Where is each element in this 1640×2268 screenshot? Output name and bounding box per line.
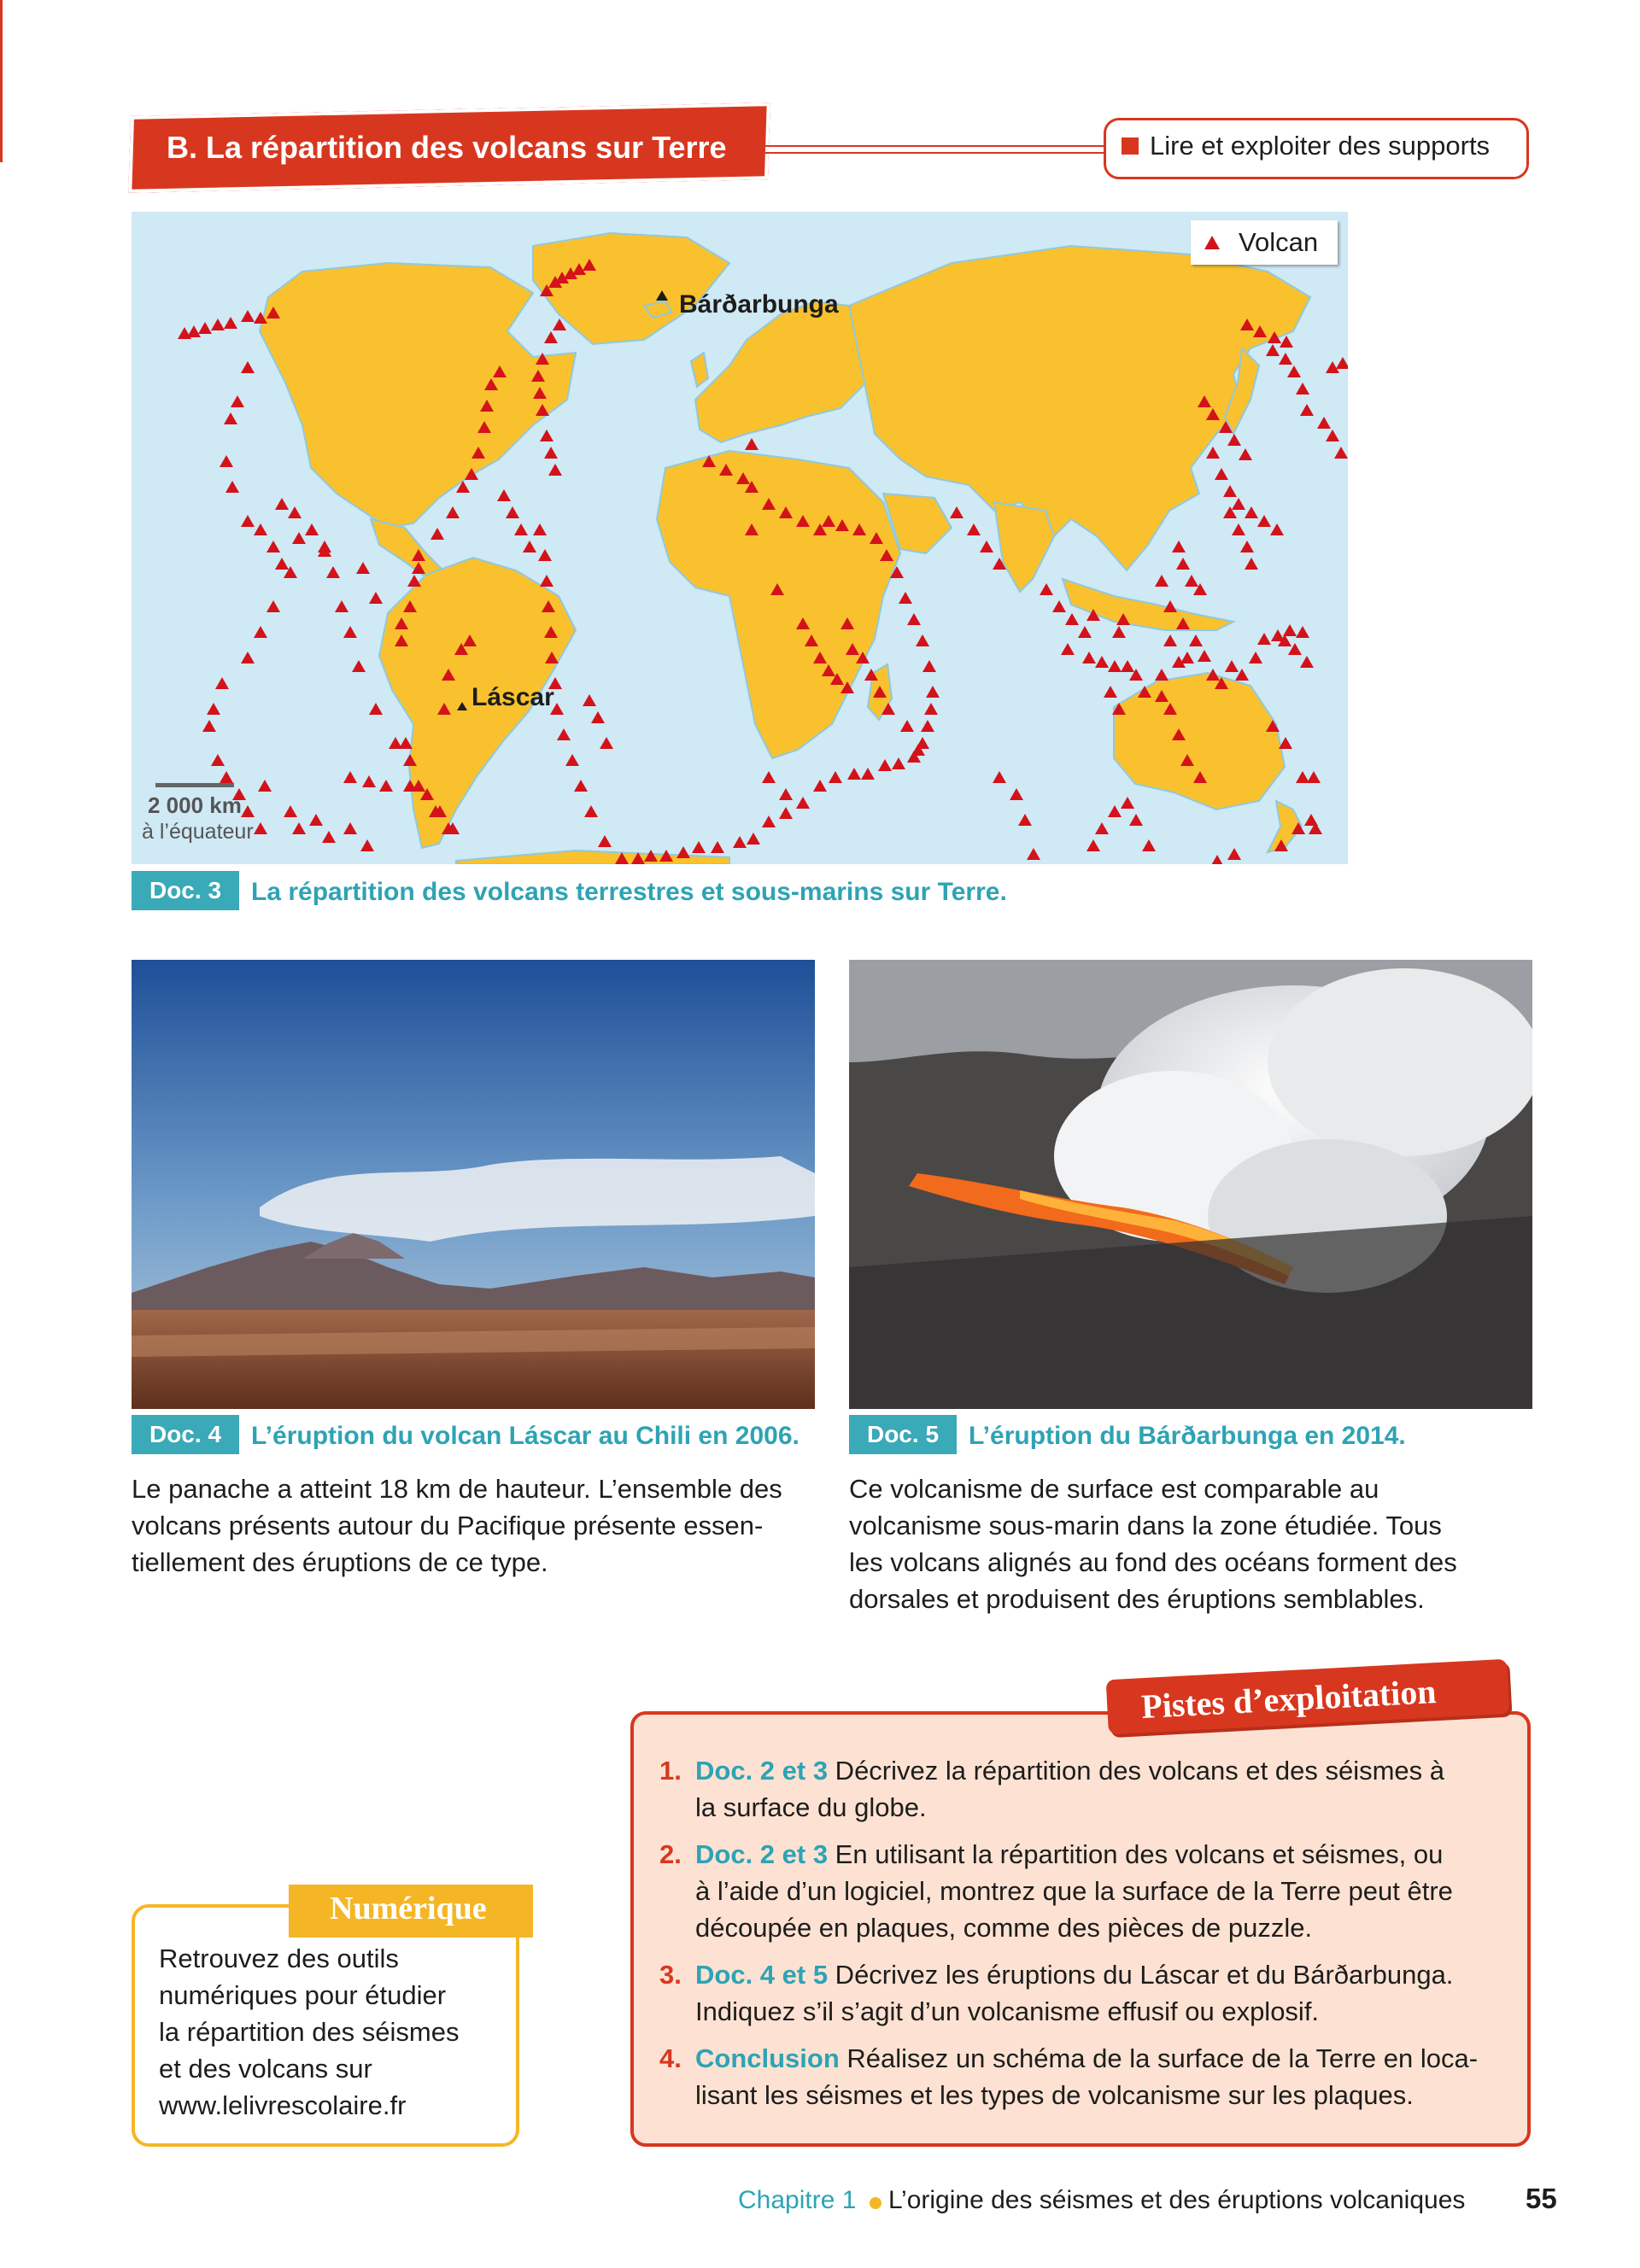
volcano-marker <box>226 481 239 493</box>
question-text: Décrivez la répartition des volcans et des séismes à <box>828 1756 1444 1786</box>
volcano-marker <box>950 506 964 518</box>
volcano-marker <box>1232 523 1245 535</box>
question-text: à l’aide d’un logiciel, montrez que la surface de la Terre peut être <box>695 1876 1453 1906</box>
volcano-marker <box>254 822 267 834</box>
volcano-marker <box>1307 771 1321 783</box>
volcano-marker <box>207 703 220 715</box>
volcano-marker <box>762 815 776 827</box>
page-number: 55 <box>1526 2183 1557 2214</box>
volcano-marker <box>796 797 810 809</box>
volcano-marker <box>779 807 793 819</box>
doc5-line: dorsales et produisent des éruptions semblables. <box>849 1584 1425 1614</box>
section-title: B. La répartition des volcans sur Terre <box>167 130 727 165</box>
volcano-marker <box>275 558 289 570</box>
footer-chapter: Chapitre 1 <box>738 2186 857 2214</box>
volcano-marker <box>1010 788 1023 800</box>
volcano-marker <box>1108 805 1122 817</box>
volcano-marker <box>241 652 255 663</box>
question-ref: Doc. 2 et 3 <box>695 1839 829 1869</box>
volcano-marker <box>1086 839 1100 851</box>
question-text: lisant les séismes et les types de volcanisme sur les plaques. <box>695 2080 1414 2110</box>
volcano-marker <box>305 523 319 535</box>
volcano-marker <box>916 634 929 646</box>
volcano-marker <box>1052 600 1066 612</box>
header-rule <box>765 145 1109 154</box>
volcano-marker <box>540 575 554 587</box>
numerique-line: numériques pour étudier <box>159 1980 447 2010</box>
volcano-marker <box>1317 417 1331 429</box>
volcano-marker <box>1223 485 1237 497</box>
volcano-marker <box>747 833 760 845</box>
north-america-shape <box>260 263 576 528</box>
volcano-marker <box>993 771 1006 783</box>
volcano-marker <box>745 438 758 450</box>
volcano-marker <box>1296 626 1309 638</box>
footer-title: L’origine des séismes et des éruptions volcaniques <box>888 2186 1466 2214</box>
volcano-marker <box>1121 660 1134 672</box>
volcano-marker <box>284 805 297 817</box>
volcano-marker <box>1095 656 1109 668</box>
volcano-marker <box>533 523 547 535</box>
volcano-marker <box>231 395 244 407</box>
volcano-marker <box>220 771 233 783</box>
volcano-marker <box>318 541 331 552</box>
volcano-marker <box>1206 447 1220 459</box>
volcano-marker <box>1061 643 1075 655</box>
volcano-marker <box>1078 626 1092 638</box>
volcano-marker <box>1245 558 1258 570</box>
volcano-marker <box>565 754 579 766</box>
doc4-line: tiellement des éruptions de ce type. <box>132 1547 548 1577</box>
volcano-marker <box>1283 624 1297 636</box>
volcano-marker <box>1142 839 1156 851</box>
numerique-title: Numérique <box>330 1891 487 1926</box>
volcano-marker <box>1257 515 1271 527</box>
lascar-photo <box>132 960 815 1409</box>
volcano-marker <box>813 780 827 792</box>
volcano-marker <box>1239 448 1252 460</box>
doc4-line: volcans présents autour du Pacifique présente essen- <box>132 1511 764 1540</box>
volcano-marker <box>900 720 914 732</box>
volcano-marker <box>343 771 357 783</box>
scale-distance: 2 000 km <box>148 792 242 818</box>
skill-label: Lire et exploiter des supports <box>1150 131 1491 161</box>
volcano-triangle-icon <box>1204 236 1220 249</box>
volcano-marker <box>878 759 892 771</box>
volcano-marker <box>1129 814 1143 826</box>
volcano-marker <box>1227 848 1241 860</box>
volcano-marker <box>326 566 340 578</box>
volcano-marker <box>1280 336 1293 348</box>
india-shape <box>994 502 1054 592</box>
volcano-marker <box>362 775 376 787</box>
volcano-marker <box>1296 383 1309 395</box>
volcano-marker <box>1279 353 1292 365</box>
numerique-line: et des volcans sur <box>159 2054 372 2084</box>
doc4-line: Le panache a atteint 18 km de hauteur. L’ensemble des <box>132 1474 782 1504</box>
volcano-marker <box>292 822 306 834</box>
central-america-shape <box>371 519 443 581</box>
doc3-caption: La répartition des volcans terrestres et sous-marins sur Terre. <box>251 878 1007 906</box>
pistes-title: Pistes d’exploitation <box>1140 1671 1438 1727</box>
question-text: Indiquez s’il s’agit d’un volcanisme effusif ou explosif. <box>695 1996 1320 2026</box>
volcano-marker <box>899 592 912 604</box>
volcano-marker <box>907 613 921 625</box>
volcano-marker <box>1210 855 1224 864</box>
volcano-marker <box>1300 404 1314 416</box>
volcano-marker <box>1180 652 1194 663</box>
volcano-marker <box>1249 652 1262 663</box>
volcano-marker <box>254 626 267 638</box>
volcano-marker <box>1326 430 1339 441</box>
volcano-marker <box>198 322 212 334</box>
volcano-marker <box>187 325 201 337</box>
question-text: En utilisant la répartition des volcans et séismes, ou <box>828 1839 1444 1869</box>
scale-bar <box>155 783 234 787</box>
volcano-marker <box>275 498 289 510</box>
volcano-marker <box>309 814 323 826</box>
volcano-marker <box>538 549 552 561</box>
africa-shape <box>657 451 900 758</box>
volcano-marker <box>583 694 596 706</box>
doc4-text <box>132 1470 782 1581</box>
volcano-marker <box>514 523 528 535</box>
volcano-marker <box>1027 848 1040 860</box>
volcano-marker <box>557 728 571 740</box>
volcano-marker <box>1095 822 1109 834</box>
volcano-marker <box>921 720 934 732</box>
volcano-marker <box>980 541 993 552</box>
legend-label: Volcan <box>1239 227 1319 257</box>
question-ref: Conclusion <box>695 2043 840 2073</box>
volcano-marker <box>600 737 613 749</box>
volcano-marker <box>379 780 393 792</box>
volcano-marker <box>1232 498 1245 510</box>
volcano-marker <box>288 506 302 518</box>
volcano-marker <box>215 677 229 689</box>
doc4-caption: L’éruption du volcan Láscar au Chili en 2006. <box>251 1422 800 1450</box>
volcano-marker <box>1104 686 1117 698</box>
volcano-marker <box>1266 344 1280 356</box>
volcano-marker <box>446 506 460 518</box>
doc5-line: Ce volcanisme de surface est comparable au <box>849 1474 1379 1504</box>
volcano-marker <box>1155 669 1168 681</box>
volcano-marker <box>676 846 690 858</box>
volcano-marker <box>1018 814 1032 826</box>
volcano-marker <box>1240 541 1254 552</box>
volcano-marker <box>922 660 936 672</box>
volcano-marker <box>322 831 336 843</box>
volcano-marker <box>1287 365 1301 377</box>
doc4-tag: Doc. 4 <box>132 1415 239 1454</box>
volcano-marker <box>266 600 280 612</box>
label-bardarbunga: Bárðarbunga <box>679 290 839 319</box>
volcano-marker <box>241 361 255 373</box>
volcano-marker <box>430 528 444 540</box>
volcano-marker <box>399 737 413 749</box>
volcano-marker <box>591 711 605 723</box>
question-ref: Doc. 2 et 3 <box>695 1756 829 1786</box>
question-number: 3. <box>659 1960 682 1990</box>
volcano-marker <box>335 600 348 612</box>
volcano-marker <box>241 515 255 527</box>
volcano-marker <box>1065 613 1079 625</box>
doc5-line: volcanisme sous-marin dans la zone étudiée. Tous <box>849 1511 1442 1540</box>
doc5-text <box>849 1470 1457 1617</box>
volcano-marker <box>1336 357 1348 369</box>
volcano-marker <box>1121 797 1134 809</box>
volcano-marker <box>1198 650 1211 662</box>
doc3-tag: Doc. 3 <box>132 871 239 910</box>
volcano-marker <box>1040 583 1053 595</box>
volcano-marker <box>220 455 233 467</box>
volcano-marker <box>711 841 724 853</box>
volcano-marker <box>692 841 706 853</box>
volcano-marker <box>369 592 383 604</box>
continents <box>260 233 1310 864</box>
volcano-marker <box>598 835 612 847</box>
question-number: 4. <box>659 2043 682 2073</box>
volcano-marker <box>1189 634 1203 646</box>
question-text: la surface du globe. <box>695 1792 927 1822</box>
volcano-marker <box>1225 660 1239 672</box>
volcano-marker <box>1300 656 1314 668</box>
volcano-marker <box>1082 652 1096 663</box>
volcano-marker <box>540 430 554 441</box>
volcano-marker <box>241 310 255 322</box>
volcano-marker <box>1257 633 1271 645</box>
volcano-marker <box>548 464 562 476</box>
volcano-marker <box>360 839 374 851</box>
volcano-marker <box>1155 575 1168 587</box>
volcano-marker <box>1296 771 1309 783</box>
bullet-icon <box>870 2197 882 2209</box>
doc5-caption: L’éruption du Bárðarbunga en 2014. <box>969 1422 1406 1450</box>
volcano-marker <box>1172 541 1186 552</box>
volcano-marker <box>1334 447 1348 459</box>
volcano-marker <box>892 757 905 769</box>
volcano-marker <box>356 562 370 574</box>
volcano-marker <box>241 805 255 817</box>
volcano-marker <box>211 319 225 330</box>
volcano-marker <box>202 720 216 732</box>
europe-shape <box>695 301 866 442</box>
page-edge-mark <box>0 0 3 162</box>
volcano-marker <box>258 780 272 792</box>
volcano-marker <box>224 412 237 424</box>
volcano-marker <box>266 541 280 552</box>
question-text: découpée en plaques, comme des pièces de puzzle. <box>695 1913 1313 1943</box>
bardarbunga-photo <box>849 960 1532 1409</box>
volcano-marker <box>1112 626 1126 638</box>
volcano-marker <box>1185 575 1198 587</box>
question-text: Réalisez un schéma de la surface de la Terre en loca- <box>839 2043 1479 2073</box>
volcano-marker <box>292 532 306 544</box>
doc5-tag: Doc. 5 <box>849 1415 957 1454</box>
volcano-marker <box>829 771 842 783</box>
numerique-text <box>159 1940 460 2124</box>
numerique-link[interactable]: www.lelivrescolaire.fr <box>159 2090 407 2120</box>
label-lascar: Láscar <box>472 683 554 711</box>
volcano-marker <box>967 523 981 535</box>
volcano-marker <box>343 626 357 638</box>
volcano-marker <box>1108 660 1122 672</box>
australia-shape <box>1114 673 1285 810</box>
volcano-marker <box>1245 506 1258 518</box>
volcano-marker <box>211 754 225 766</box>
volcano-marker <box>733 836 747 848</box>
question-ref: Doc. 4 et 5 <box>695 1960 829 1990</box>
volcano-marker <box>762 771 776 783</box>
volcano-marker <box>779 788 793 800</box>
volcano-marker <box>1270 523 1284 535</box>
volcano-marker <box>224 317 237 329</box>
doc5-line: les volcans alignés au fond des océans forment des <box>849 1547 1457 1577</box>
question-number: 1. <box>659 1756 682 1786</box>
volcano-marker <box>343 822 357 834</box>
indonesia-shape <box>1063 579 1233 630</box>
volcano-marker <box>369 703 383 715</box>
volcano-marker <box>254 523 267 535</box>
volcano-marker <box>926 686 940 698</box>
volcano-marker <box>497 489 511 501</box>
volcano-marker <box>1215 468 1228 480</box>
volcano-marker <box>1176 558 1190 570</box>
question-number: 2. <box>659 1839 682 1869</box>
volcano-marker <box>574 780 588 792</box>
question-text: Décrivez les éruptions du Láscar et du Bárðarbunga. <box>828 1960 1454 1990</box>
volcano-marker <box>584 805 598 817</box>
volcano-marker <box>1227 434 1241 446</box>
uk-shape <box>691 353 708 387</box>
volcano-marker <box>847 768 861 780</box>
volcano-marker <box>924 703 938 715</box>
volcano-marker <box>544 447 558 459</box>
scale-note: à l’équateur <box>142 820 254 844</box>
numerique-line: la répartition des séismes <box>159 2017 460 2047</box>
volcano-marker <box>861 768 875 780</box>
volcano-marker <box>523 541 536 552</box>
square-icon <box>1122 137 1139 155</box>
numerique-line: Retrouvez des outils <box>159 1944 399 1973</box>
volcano-marker <box>544 331 558 343</box>
volcano-marker <box>506 506 519 518</box>
volcano-marker <box>1163 634 1177 646</box>
volcano-marker <box>352 660 366 672</box>
